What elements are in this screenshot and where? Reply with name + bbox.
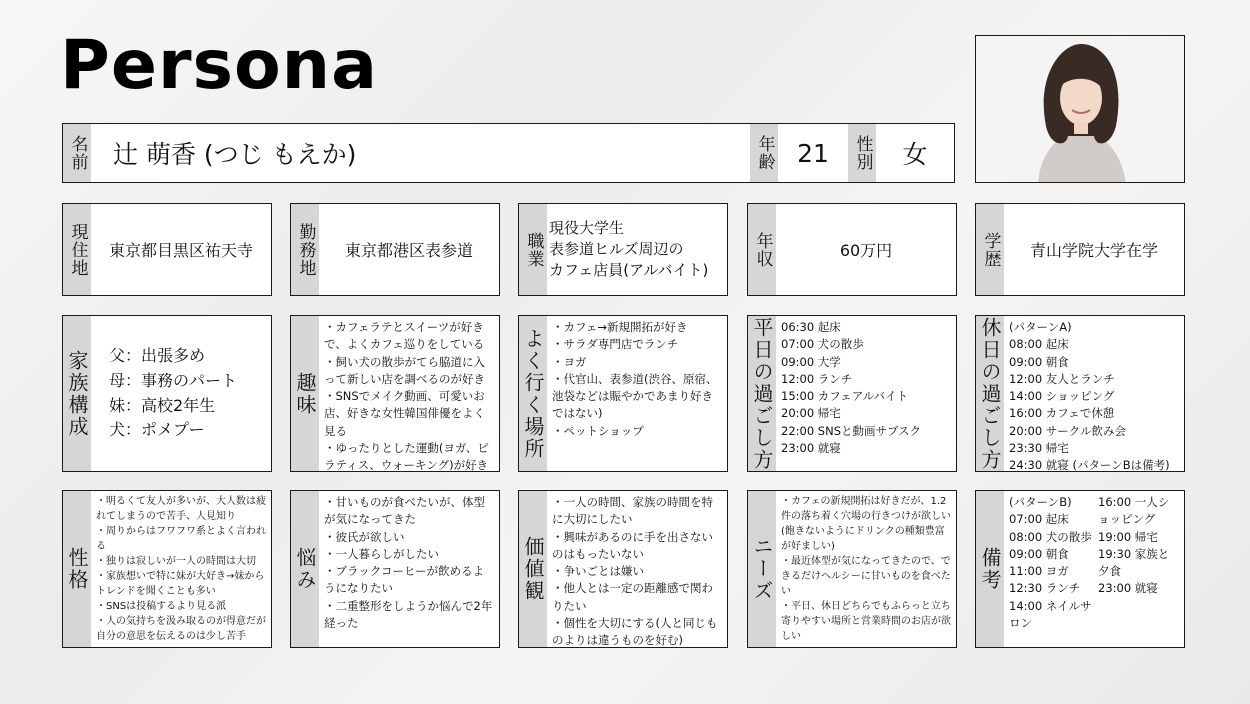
residence-label: 現住地: [63, 204, 91, 295]
places-value: ・カフェ→新規開拓が好き ・サラダ専門店でランチ ・ヨガ ・代官山、表参道(渋谷、原宿、池袋などは賑やかであまり好きではない) ・ペットショップ: [552, 320, 718, 438]
hobby-label: 趣味: [291, 316, 319, 471]
name-value: 辻 萌香 (つじ もえか): [113, 140, 357, 169]
income-value: 60万円: [839, 241, 893, 260]
name-row: [62, 123, 955, 183]
workplace-value: 東京都港区表参道: [344, 241, 473, 260]
workplace-label: 勤務地: [291, 204, 319, 295]
notes-col1: (パターンB) 07:00 起床 08:00 犬の散歩 09:00 朝食 11:00 ヨガ 12:30 ランチ 14:00 ネイルサロン: [1009, 495, 1092, 630]
income-box: [747, 203, 957, 296]
worries-value: ・甘いものが食べたいが、体型が気になってきた ・彼氏が欲しい ・一人暮らしがしたい ・ブラックコーヒーが飲めるようになりたい ・二重整形をしようか悩んで2年経った: [324, 495, 493, 630]
personality-label: 性格: [63, 491, 91, 647]
needs-value: ・カフェの新規開拓は好きだが、1.2件の落ち着く穴場の行きつけが欲しい(飽きないようにドリンクの種類豊富が好ましい) ・最近体型が気になってきたので、できるだけヘルシーに甘いものを食べたい ・平日、休日どちらでもふらっと立ち寄りやすい場所と営業時間のお店が欲しい: [781, 496, 951, 642]
holiday-label: 休日の過ごし方: [978, 316, 1002, 471]
weekday-box: [747, 315, 957, 472]
values-box: [518, 490, 728, 648]
hobby-value: ・カフェラテとスイーツが好きで、よくカフェ巡りをしている ・飼い犬の散歩がてら脇道に入って新しい店を調べるのが好き ・SNSでメイク動画、可愛いお店、好きな女性韓国俳優をよく見る ・ゆったりとした運動(ヨガ、ピラティス、ウォーキング)が好き: [324, 320, 489, 471]
holiday-box: [975, 315, 1185, 472]
needs-label: ニーズ: [748, 491, 776, 647]
job-label: 職業: [519, 204, 547, 295]
needs-box: [747, 490, 957, 648]
income-label: 年収: [748, 204, 776, 295]
notes-col2: 16:00 一人ショッピング 19:00 帰宅 19:30 家族と夕食 23:00 就寝: [1098, 495, 1170, 596]
job-box: [518, 203, 728, 296]
hobby-box: [290, 315, 500, 472]
weekday-label: 平日の過ごし方: [750, 316, 774, 471]
notes-box: [975, 490, 1185, 648]
worries-box: [290, 490, 500, 648]
education-box: [975, 203, 1185, 296]
family-value: 父：出張多め 母：事務のパート 妹：高校2年生 犬：ポメプー: [109, 345, 238, 440]
residence-value: 東京都目黒区祐天寺: [108, 241, 253, 260]
education-value: 青山学院大学在学: [1029, 241, 1158, 260]
age-value: 21: [797, 138, 829, 168]
age-label: 年齢: [750, 124, 778, 182]
values-label: 価値観: [519, 491, 547, 647]
family-box: [62, 315, 272, 472]
sex-value: 女: [902, 140, 928, 169]
person-photo-icon: [976, 36, 1185, 183]
worries-label: 悩み: [291, 491, 319, 647]
family-label: 家族構成: [63, 316, 91, 471]
job-value: 現役大学生 表参道ヒルズ周辺の カフェ店員(アルバイト): [549, 219, 709, 279]
education-label: 学歴: [976, 204, 1004, 295]
weekday-value: 06:30 起床 07:00 犬の散歩 09:00 大学 12:00 ランチ 15:00 カフェアルバイト 20:00 帰宅 22:00 SNSと動画サブスク 23:00 就寝: [781, 320, 922, 455]
residence-box: [62, 203, 272, 296]
places-box: [518, 315, 728, 472]
holiday-value: (パターンA) 08:00 起床 09:00 朝食 12:00 友人とランチ 14:00 ショッピング 16:00 カフェで休憩 20:00 サークル飲み会 23:30 帰宅 24:30 就寝 (パターンBは備考): [1009, 320, 1170, 471]
workplace-box: [290, 203, 500, 296]
page-title: Persona: [60, 26, 378, 105]
values-value: ・一人の時間、家族の時間を特に大切にしたい ・興味があるのに手を出さないのはもったいない ・争いごとは嫌い ・他人とは一定の距離感で関わりたい ・個性を大切にする(人と同じものよりは違うものを好む): [552, 495, 718, 647]
notes-label: 備考: [976, 491, 1004, 647]
persona-photo: [975, 35, 1185, 183]
sex-label: 性別: [848, 124, 876, 182]
personality-value: ・明るくて友人が多いが、大人数は疲れてしまうので苦手、人見知り ・周りからはフワフワ系とよく言われる ・独りは寂しいが一人の時間は大切 ・家族想いで特に妹が大好き→妹からトレンドを聞くことも多い ・SNSは投稿するより見る派 ・人の気持ちを汲み取るのが得意だが自分の意思を伝えるのは少し苦手: [96, 496, 266, 642]
personality-box: [62, 490, 272, 648]
places-label: よく行く場所: [519, 316, 547, 471]
name-label: 名前: [63, 124, 91, 182]
